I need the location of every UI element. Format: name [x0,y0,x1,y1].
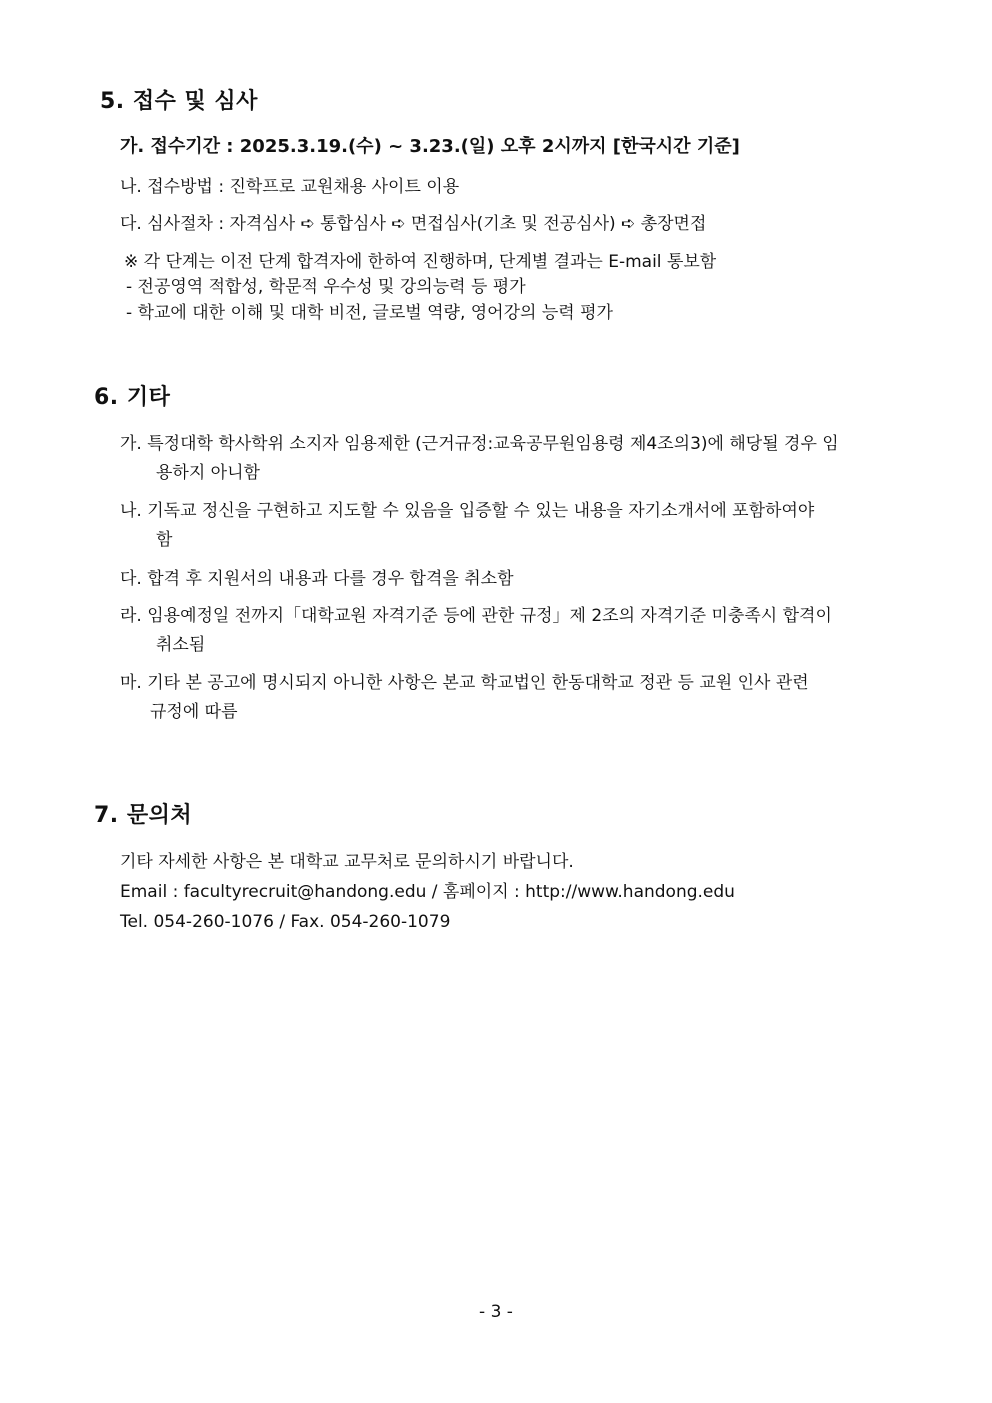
section-5-item-na: 나. 접수방법 : 진학프로 교원채용 사이트 이용 [120,177,460,197]
section-6-item-ra-line-1: 라. 임용예정일 전까지「대학교원 자격기준 등에 관한 규정」제 2조의 자격기준 미충족시 합격이 [120,606,832,626]
contact-intro: 기타 자세한 사항은 본 대학교 교무처로 문의하시기 바랍니다. [120,852,574,872]
section-6-item-ga-line-2: 용하지 아니함 [156,463,260,483]
section-6-item-na [120,497,898,555]
section-6-item-da [120,565,898,594]
section-6-item-da-line-1: 다. 합격 후 지원서의 내용과 다를 경우 합격을 취소함 [120,569,514,589]
section-6-item-ga-line-1: 가. 특정대학 학사학위 소지자 임용제한 (근거규정:교육공무원임용령 제4조의3)에 해당될 경우 임 [120,434,839,454]
section-6-item-ra-line-2: 취소됨 [156,635,206,655]
section-7-heading: 7. 문의처 [94,803,193,828]
section-5-subnote-2: - 학교에 대한 이해 및 대학 비전, 글로벌 역량, 영어강의 능력 평가 [126,303,613,323]
contact-tel-fax: Tel. 054-260-1076 / Fax. 054-260-1079 [120,912,451,932]
section-6-item-na-line-2: 함 [156,530,173,550]
section-5-subnote-1: - 전공영역 적합성, 학문적 우수성 및 강의능력 등 평가 [126,277,526,297]
section-6-item-ma-line-1: 마. 기타 본 공고에 명시되지 아니한 사항은 본교 학교법인 한동대학교 정관 등 교원 인사 관련 [120,673,809,693]
section-5-heading: 5. 접수 및 심사 [100,89,258,114]
section-6-item-ra [120,602,898,660]
section-5-item-da: 다. 심사절차 : 자격심사 ➪ 통합심사 ➪ 면접심사(기초 및 전공심사) ➪ 총장면접 [120,214,707,234]
contact-email-homepage: Email : facultyrecruit@handong.edu / 홈페이지 : http://www.handong.edu [120,882,735,902]
section-6-item-ga [120,430,898,488]
section-6-item-ma [120,669,898,736]
page-number: - 3 - [479,1302,513,1322]
section-6-item-ma-line-2: 규정에 따름 [150,702,238,722]
section-6-item-na-line-1: 나. 기독교 정신을 구현하고 지도할 수 있음을 입증할 수 있는 내용을 자기소개서에 포함하여야 [120,501,815,521]
section-5-item-ga: 가. 접수기간 : 2025.3.19.(수) ~ 3.23.(일) 오후 2시까지 [한국시간 기준] [120,136,740,157]
section-6-heading: 6. 기타 [94,385,171,410]
section-5-note: ※ 각 단계는 이전 단계 합격자에 한하여 진행하며, 단계별 결과는 E-mail 통보함 [124,252,717,272]
